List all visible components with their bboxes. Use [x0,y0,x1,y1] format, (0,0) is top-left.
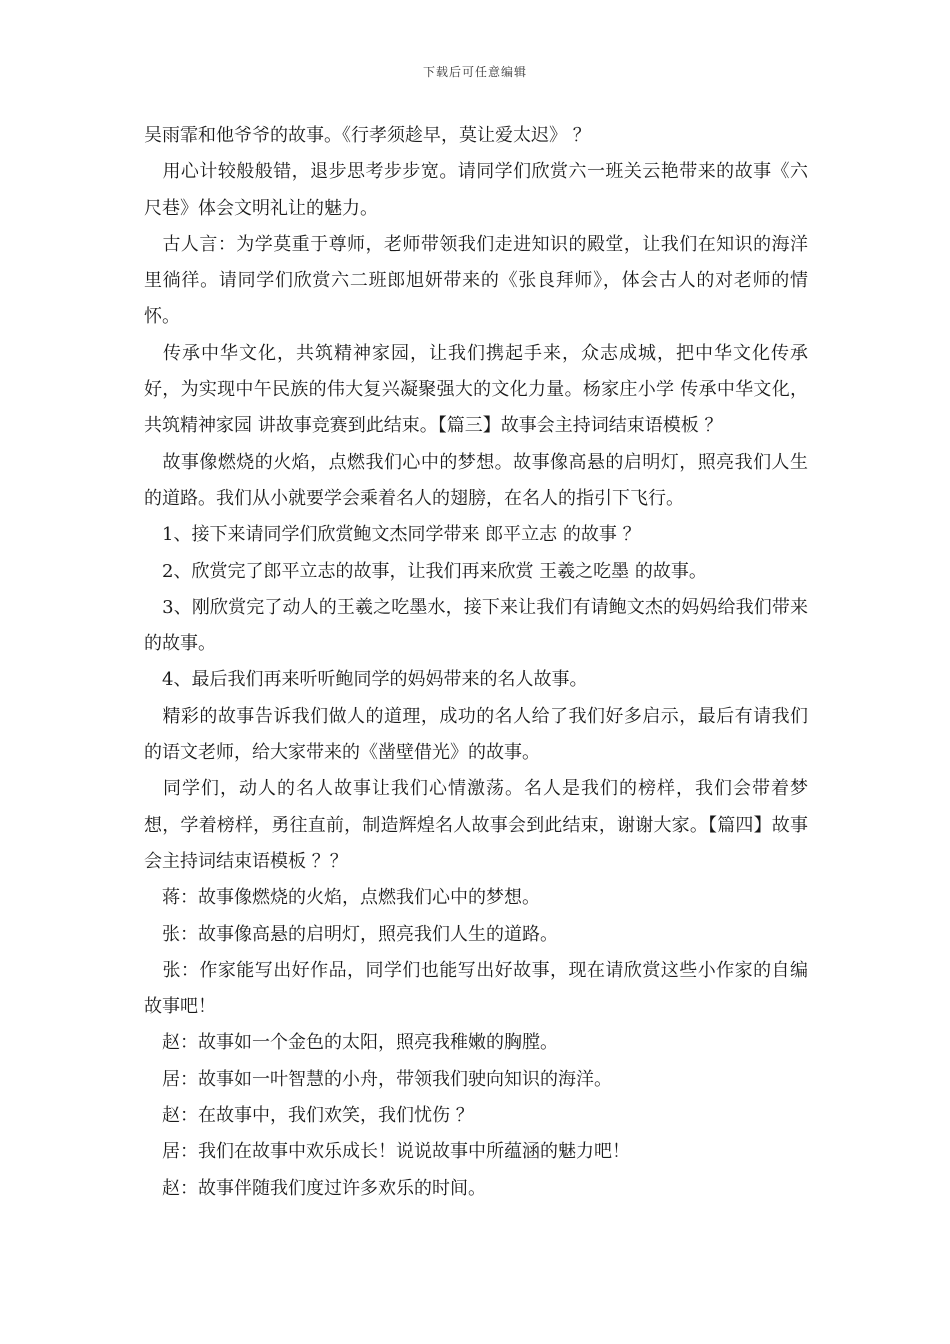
document-body [144,118,808,1207]
paragraph: 同学们，动人的名人故事让我们心情激荡。名人是我们的榜样，我们会带着梦想，学着榜样，勇往直前，制造辉煌名人故事会到此结束，谢谢大家。【篇四】故事会主持词结束语模板 ？？ [144,778,808,872]
paragraph: 赵：故事伴随我们度过许多欢乐的时间。 [144,1177,486,1199]
paragraph: 3、刚欣赏完了动人的王羲之吃墨水，接下来让我们有请鲍文杰的妈妈给我们带来的故事。 [144,596,808,655]
paragraph: 蒋：故事像燃烧的火焰，点燃我们心中的梦想。 [144,887,540,909]
paragraph: 古人言：为学莫重于尊师，老师带领我们走进知识的殿堂，让我们在知识的海洋里徜徉。请同学们欣赏六二班郎旭妍带来的《张良拜师》，体会古人的对老师的情怀。 [144,233,808,328]
paragraph: 精彩的故事告诉我们做人的道理，成功的名人给了我们好多启示，最后有请我们的语文老师，给大家带来的《凿壁借光》的故事。 [144,705,808,764]
paragraph: 居：故事如一叶智慧的小舟，带领我们驶向知识的海洋。 [144,1068,612,1090]
paragraph: 故事像燃烧的火焰，点燃我们心中的梦想。故事像高悬的启明灯，照亮我们人生的道路。我们从小就要学会乘着名人的翅膀，在名人的指引下飞行。 [144,451,808,509]
paragraph: 张：作家能写出好作品，同学们也能写出好故事，现在请欣赏这些小作家的自编故事吧！ [144,959,808,1018]
paragraph: 4、最后我们再来听听鲍同学的妈妈带来的名人故事。 [144,669,588,691]
paragraph: 1、接下来请同学们欣赏鲍文杰同学带来 郎平立志 的故事 ？ [144,524,641,546]
paragraph: 传承中华文化，共筑精神家园，让我们携起手来，众志成城，把中华文化传承好，为实现中午民族的伟大复兴凝聚强大的文化力量。杨家庄小学 传承中华文化，共筑精神家园 讲故事竞赛到此结束。【篇三】故事会主持词结束语模板 ？ [144,342,808,437]
paragraph: 2、欣赏完了郎平立志的故事，让我们再来欣赏 王羲之吃墨 的故事。 [144,560,707,582]
paragraph: 吴雨霏和他爷爷的故事。《行孝须趁早，莫让爱太迟》 ？ [144,125,591,146]
paragraph: 张：故事像高悬的启明灯，照亮我们人生的道路。 [144,923,558,945]
paragraph: 赵：故事如一个金色的太阳，照亮我稚嫩的胸膛。 [144,1032,558,1054]
paragraph: 居：我们在故事中欢乐成长！说说故事中所蕴涵的魅力吧！ [144,1141,630,1163]
page-header: 下载后可任意编辑 [422,65,527,79]
paragraph: 用心计较般般错，退步思考步步宽。请同学们欣赏六一班关云艳带来的故事《六尺巷》体会文明礼让的魅力。 [144,161,808,219]
paragraph: 赵：在故事中，我们欢笑，我们忧伤 ？ [144,1105,474,1127]
